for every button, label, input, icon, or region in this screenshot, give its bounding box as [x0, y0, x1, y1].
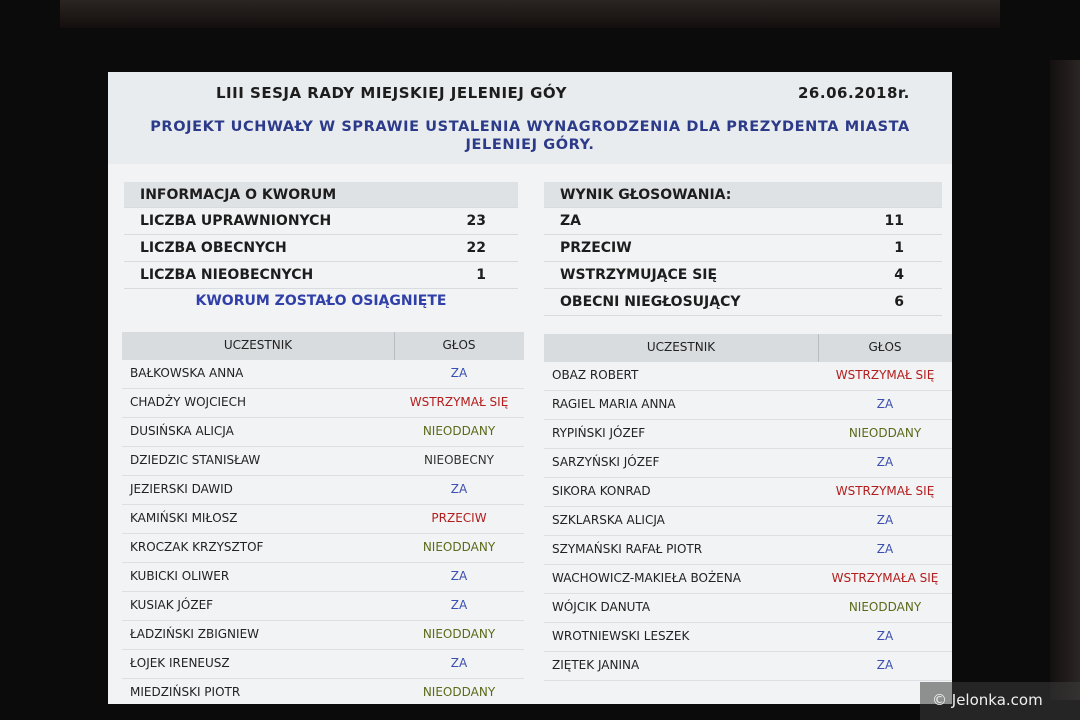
participant-name: WÓJCIK DANUTA [552, 600, 651, 614]
participant-name: ŁOJEK IRENEUSZ [130, 656, 230, 670]
vote-column-header: GŁOS [442, 338, 476, 352]
table-row [122, 505, 524, 534]
participant-name: WROTNIEWSKI LESZEK [552, 629, 690, 643]
vote-column-header: GŁOS [868, 340, 902, 354]
result-row [544, 262, 942, 289]
result-value: 4 [894, 267, 904, 283]
table-row [122, 679, 524, 704]
table-body [122, 360, 524, 704]
participant-vote: ZA [450, 656, 468, 670]
participant-name: CHADŻY WOJCIECH [130, 395, 246, 409]
participant-name: DZIEDZIC STANISŁAW [130, 453, 261, 467]
result-header-row [544, 182, 942, 208]
table-row [122, 476, 524, 505]
projector-frame-right [1050, 60, 1080, 700]
table-header [122, 332, 524, 360]
participant-vote: ZA [876, 513, 894, 527]
resolution-subject-line2: JELENIEJ GÓRY. [465, 137, 595, 153]
quorum-header-row [124, 182, 518, 208]
participant-name: RYPIŃSKI JÓZEF [552, 426, 646, 440]
result-header: WYNIK GŁOSOWANIA: [560, 187, 732, 203]
participant-vote: ZA [450, 569, 468, 583]
participant-vote: ZA [876, 397, 894, 411]
participant-vote: NIEOBECNY [423, 453, 495, 467]
table-row [122, 360, 524, 389]
participant-vote: ZA [450, 482, 468, 496]
table-row [122, 592, 524, 621]
participant-name: KUBICKI OLIWER [130, 569, 230, 583]
quorum-status-row [124, 289, 518, 315]
result-row [544, 289, 942, 316]
table-row [544, 594, 952, 623]
participant-vote: ZA [876, 455, 894, 469]
result-value: 1 [894, 240, 904, 256]
quorum-info-box [124, 182, 518, 315]
projector-frame-top [60, 0, 1000, 28]
participant-vote: ZA [876, 542, 894, 556]
participants-table-left [122, 332, 524, 704]
participant-name: KROCZAK KRZYSZTOF [130, 540, 264, 554]
table-row [544, 536, 952, 565]
vote-result-box [544, 182, 942, 316]
result-label: ZA [560, 213, 581, 229]
participant-name: SARZYŃSKI JÓZEF [552, 455, 660, 469]
table-row [544, 507, 952, 536]
participant-vote: NIEODDANY [848, 600, 922, 614]
session-header [108, 72, 952, 164]
session-date: 26.06.2018r. [798, 84, 910, 102]
table-row [544, 362, 952, 391]
quorum-status: KWORUM ZOSTAŁO OSIĄGNIĘTE [195, 293, 447, 309]
participant-vote: NIEODDANY [848, 426, 922, 440]
participant-name: ŁADZIŃSKI ZBIGNIEW [130, 627, 260, 641]
participant-column-header: UCZESTNIK [646, 340, 716, 354]
participant-vote: NIEODDANY [422, 627, 496, 641]
participant-name: DUSIŃSKA ALICJA [130, 424, 234, 438]
title-row [108, 84, 952, 108]
table-row [544, 652, 952, 681]
table-header [544, 334, 952, 362]
quorum-label: LICZBA UPRAWNIONYCH [140, 213, 332, 229]
resolution-subject [108, 118, 952, 154]
watermark-text: © Jelonka.com [932, 691, 1043, 709]
participant-name: BAŁKOWSKA ANNA [130, 366, 244, 380]
table-row [544, 623, 952, 652]
table-row [122, 447, 524, 476]
result-label: PRZECIW [560, 240, 632, 256]
participant-name: RAGIEL MARIA ANNA [552, 397, 676, 411]
result-value: 11 [884, 213, 904, 229]
watermark [920, 682, 1080, 720]
participant-vote: WSTRZYMAŁA SIĘ [831, 571, 939, 585]
participant-name: SZYMAŃSKI RAFAŁ PIOTR [552, 542, 703, 556]
participant-column-header: UCZESTNIK [223, 338, 293, 352]
participant-vote: ZA [876, 658, 894, 672]
table-row [122, 650, 524, 679]
table-row [122, 534, 524, 563]
quorum-row [124, 262, 518, 289]
participant-name: JEZIERSKI DAWID [130, 482, 233, 496]
table-row [544, 565, 952, 594]
participant-name: WACHOWICZ-MAKIEŁA BOŻENA [552, 571, 741, 585]
result-label: WSTRZYMUJĄCE SIĘ [560, 267, 718, 283]
participant-vote: ZA [450, 366, 468, 380]
participant-vote: NIEODDANY [422, 685, 496, 699]
table-row [122, 563, 524, 592]
participant-name: ZIĘTEK JANINA [552, 658, 640, 672]
quorum-label: LICZBA OBECNYCH [140, 240, 287, 256]
participant-vote: NIEODDANY [422, 424, 496, 438]
participant-vote: NIEODDANY [422, 540, 496, 554]
participant-name: KUSIAK JÓZEF [130, 598, 214, 612]
participant-name: SZKLARSKA ALICJA [552, 513, 665, 527]
quorum-label: LICZBA NIEOBECNYCH [140, 267, 314, 283]
participant-vote: ZA [876, 629, 894, 643]
participant-name: KAMIŃSKI MIŁOSZ [130, 511, 238, 525]
participant-vote: PRZECIW [431, 511, 487, 525]
table-body [544, 362, 952, 681]
participants-table-right [544, 334, 952, 681]
resolution-subject-line1: PROJEKT UCHWAŁY W SPRAWIE USTALENIA WYNAGRODZENIA DLA PREZYDENTA MIASTA [150, 119, 910, 135]
quorum-header: INFORMACJA O KWORUM [140, 187, 337, 203]
participant-vote: WSTRZYMAŁ SIĘ [835, 484, 935, 498]
participant-vote: ZA [450, 598, 468, 612]
quorum-value: 1 [476, 267, 486, 283]
table-row [122, 389, 524, 418]
table-row [544, 478, 952, 507]
voting-results-screen [108, 72, 952, 704]
participant-vote: WSTRZYMAŁ SIĘ [835, 368, 935, 382]
participant-name: SIKORA KONRAD [552, 484, 651, 498]
result-label: OBECNI NIEGŁOSUJĄCY [560, 294, 741, 310]
result-value: 6 [894, 294, 904, 310]
session-title: LIII SESJA RADY MIEJSKIEJ JELENIEJ GÓY [216, 84, 567, 102]
participant-vote: WSTRZYMAŁ SIĘ [409, 395, 509, 409]
table-row [544, 420, 952, 449]
result-row [544, 208, 942, 235]
table-row [544, 391, 952, 420]
quorum-value: 23 [466, 213, 486, 229]
quorum-row [124, 208, 518, 235]
quorum-value: 22 [466, 240, 486, 256]
participant-name: OBAZ ROBERT [552, 368, 639, 382]
table-row [122, 621, 524, 650]
quorum-row [124, 235, 518, 262]
table-row [122, 418, 524, 447]
table-row [544, 449, 952, 478]
result-row [544, 235, 942, 262]
participant-name: MIEDZIŃSKI PIOTR [130, 685, 241, 699]
